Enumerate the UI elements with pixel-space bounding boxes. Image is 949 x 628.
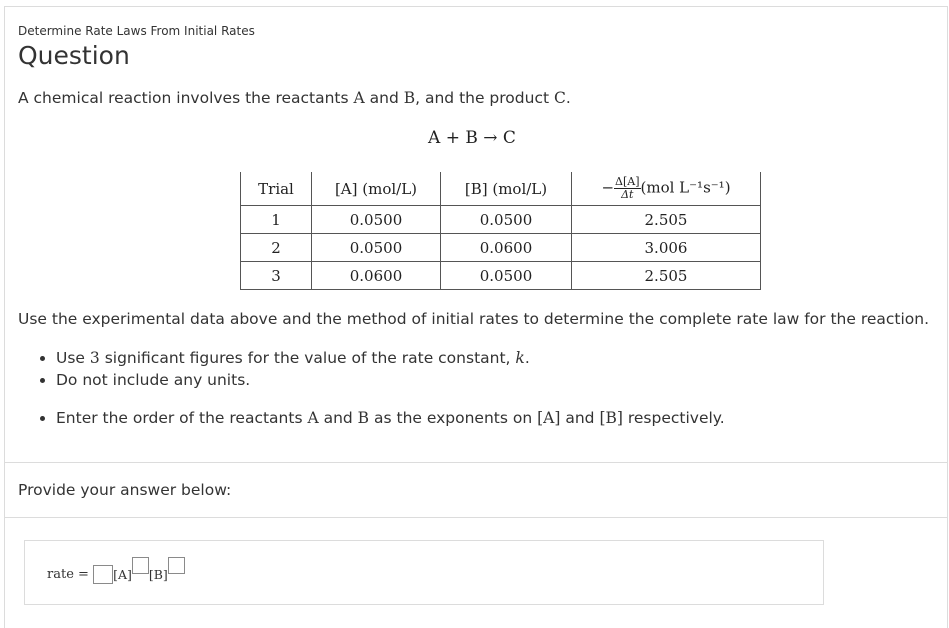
answer-box bbox=[24, 540, 824, 605]
instruction-list bbox=[36, 407, 725, 429]
instructions: Use the experimental data above and the method of initial rates to determine the complete rate law for the reaction. bbox=[18, 310, 930, 328]
conc-a-label: [A] bbox=[113, 567, 132, 582]
cell-conc-a: 0.0500 bbox=[312, 206, 441, 234]
cell-conc-a: 0.0500 bbox=[312, 234, 441, 262]
divider bbox=[4, 462, 948, 463]
header-rate: − $\frac{\Delta[A]}{\Delta t}$ (mol L⁻¹s⁻¹) bbox=[572, 172, 761, 206]
order-b-input[interactable] bbox=[168, 557, 185, 574]
page-title: Question bbox=[18, 41, 130, 70]
list-item: • Do not include any units. bbox=[56, 369, 530, 391]
reaction-equation: A + B → C bbox=[428, 128, 516, 148]
cell-trial: 2 bbox=[241, 234, 312, 262]
cell-conc-a: 0.0600 bbox=[312, 262, 441, 290]
cell-trial: 1 bbox=[241, 206, 312, 234]
cell-rate: 2.505 bbox=[572, 206, 761, 234]
answer-prompt: Provide your answer below: bbox=[18, 481, 232, 499]
rate-label: rate = bbox=[47, 567, 89, 582]
conc-b-label: [B] bbox=[148, 567, 168, 582]
cell-rate: 2.505 bbox=[572, 262, 761, 290]
instruction-list bbox=[36, 347, 530, 391]
table-row bbox=[241, 206, 761, 234]
header-conc-a: [A] (mol/L) bbox=[312, 172, 441, 206]
cell-conc-b: 0.0500 bbox=[441, 262, 572, 290]
cell-conc-b: 0.0600 bbox=[441, 234, 572, 262]
cell-trial: 3 bbox=[241, 262, 312, 290]
order-a-input[interactable] bbox=[132, 557, 149, 574]
list-item: • Enter the order of the reactants A and B as the exponents on [A] and [B] respectively. bbox=[56, 407, 725, 429]
breadcrumb: Determine Rate Laws From Initial Rates bbox=[18, 24, 255, 38]
table-row bbox=[241, 234, 761, 262]
header-conc-b: [B] (mol/L) bbox=[441, 172, 572, 206]
table-row bbox=[241, 262, 761, 290]
rate-law-entry bbox=[47, 565, 185, 584]
data-table bbox=[240, 172, 761, 290]
intro-text: A chemical reaction involves the reactants A and B, and the product C. bbox=[18, 89, 571, 107]
divider bbox=[4, 517, 948, 518]
header-trial: Trial bbox=[241, 172, 312, 206]
cell-rate: 3.006 bbox=[572, 234, 761, 262]
rate-constant-input[interactable] bbox=[93, 565, 113, 584]
rate-fraction: $\frac{\Delta[A]}{\Delta t}$ bbox=[615, 175, 640, 201]
cell-conc-b: 0.0500 bbox=[441, 206, 572, 234]
table-header-row bbox=[241, 172, 761, 206]
list-item: • Use 3 significant figures for the value of the rate constant, k. bbox=[56, 347, 530, 369]
